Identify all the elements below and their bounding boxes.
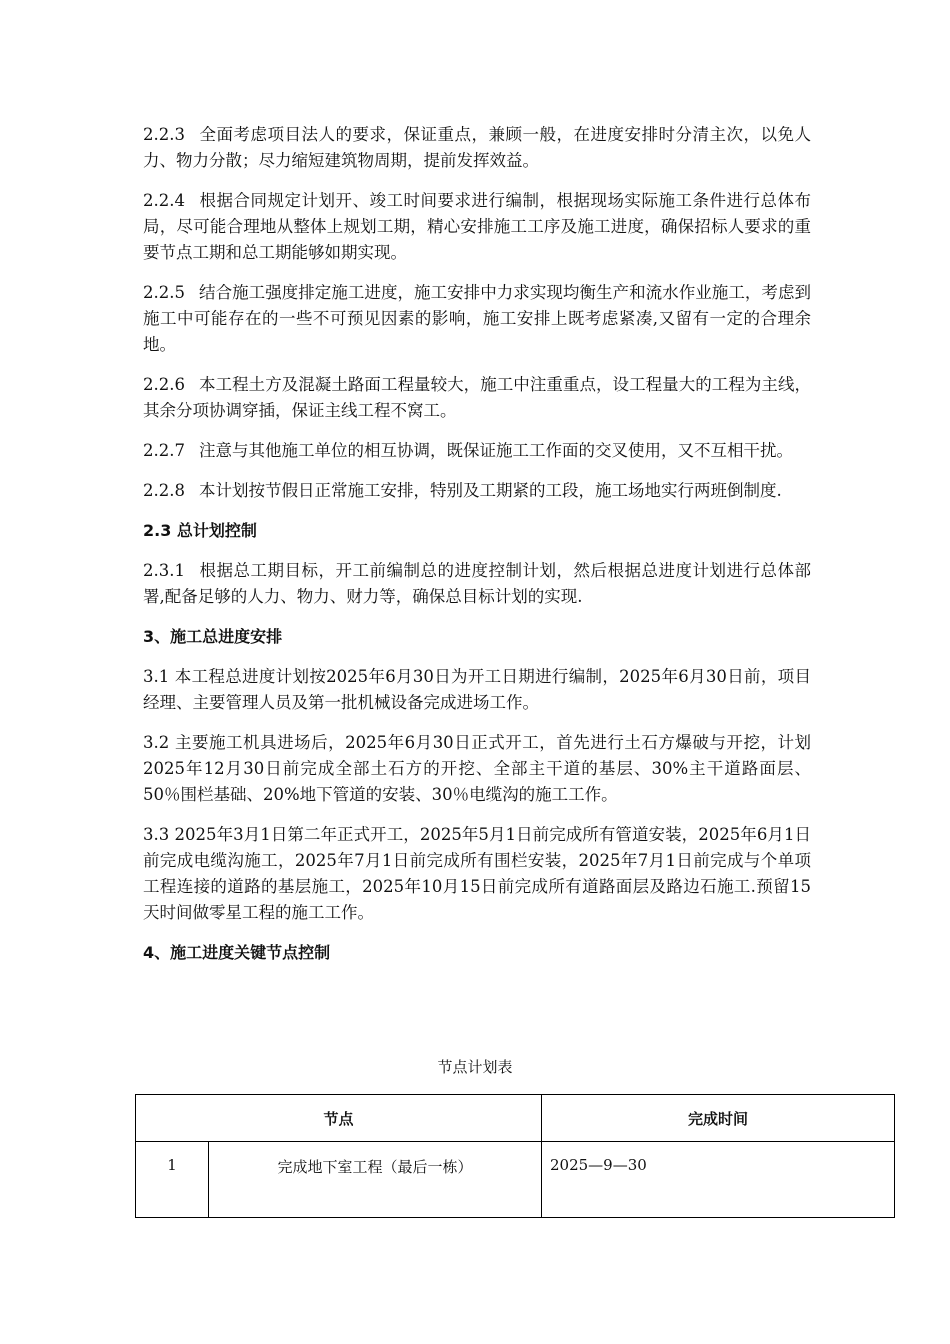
table-header-row: [136, 1095, 895, 1142]
heading-2-3: 2.3 总计划控制: [143, 521, 257, 540]
paragraph-3-3: 3.3 2025年3月1日第二年正式开工，2025年5月1日前完成所有管道安装，2025年6月1日前完成电缆沟施工，2025年7月1日前完成所有围栏安装，2025年7月1日前完成与个单项工程连接的道路的基层施工，2025年10月15日前完成所有道路面层及路边石施工.预留15天时间做零星工程的施工工作。: [143, 825, 811, 922]
table-caption: 节点计划表: [437, 1058, 513, 1076]
node-plan-table: [135, 1094, 895, 1218]
paragraph-2-2-5: 2.2.5 结合施工强度排定施工进度，施工安排中力求实现均衡生产和流水作业施工，考虑到施工中可能存在的一些不可预见因素的影响，施工安排上既考虑紧凑,又留有一定的合理余地。: [143, 283, 811, 354]
paragraph-3-1: 3.1 本工程总进度计划按2025年6月30日为开工日期进行编制，2025年6月30日前，项目经理、主要管理人员及第一批机械设备完成进场工作。: [143, 667, 811, 712]
paragraph-2-2-3: 2.2.3 全面考虑项目法人的要求，保证重点，兼顾一般，在进度安排时分清主次，以免人力、物力分散；尽力缩短建筑物周期，提前发挥效益。: [143, 125, 811, 170]
row-index: 1: [136, 1142, 209, 1218]
document-body: [143, 122, 811, 980]
paragraph-3-2: 3.2 主要施工机具进场后，2025年6月30日正式开工，首先进行土石方爆破与开挖，计划2025年12月30日前完成全部土石方的开挖、全部主干道的基层、30%主干道路面层、50％围栏基础、20%地下管道的安装、30％电缆沟的施工工作。: [143, 733, 811, 804]
row-completion-time: 2025—9—30: [542, 1142, 895, 1218]
header-node: 节点: [136, 1095, 542, 1142]
heading-3: 3、施工总进度安排: [143, 627, 283, 646]
table-row: [136, 1142, 895, 1218]
row-node-name: 完成地下室工程（最后一栋）: [209, 1142, 542, 1218]
paragraph-2-2-8: 2.2.8 本计划按节假日正常施工安排，特别及工期紧的工段，施工场地实行两班倒制度.: [143, 481, 782, 500]
header-completion-time: 完成时间: [542, 1095, 895, 1142]
paragraph-2-2-6: 2.2.6 本工程土方及混凝土路面工程量较大，施工中注重重点，设工程量大的工程为主线，其余分项协调穿插，保证主线工程不窝工。: [143, 375, 811, 420]
paragraph-2-3-1: 2.3.1 根据总工期目标，开工前编制总的进度控制计划，然后根据总进度计划进行总体部署,配备足够的人力、物力、财力等，确保总目标计划的实现.: [143, 561, 811, 606]
paragraph-2-2-7: 2.2.7 注意与其他施工单位的相互协调，既保证施工工作面的交叉使用，又不互相干扰。: [143, 441, 793, 460]
paragraph-2-2-4: 2.2.4 根据合同规定计划开、竣工时间要求进行编制，根据现场实际施工条件进行总体布局，尽可能合理地从整体上规划工期，精心安排施工工序及施工进度，确保招标人要求的重要节点工期和总工期能够如期实现。: [143, 191, 811, 262]
heading-4: 4、施工进度关键节点控制: [143, 943, 331, 962]
